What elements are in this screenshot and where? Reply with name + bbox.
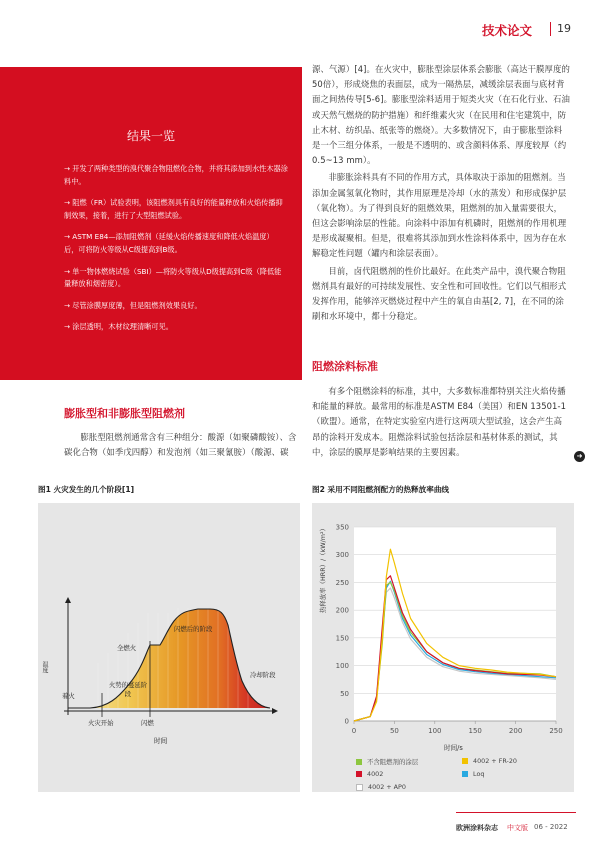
legend-label: 4002 + FR-20 <box>473 757 517 765</box>
continue-arrow-icon: ➜ <box>574 451 585 462</box>
legend-label: 4002 + AP0 <box>368 783 406 791</box>
left-body-text <box>64 430 302 462</box>
x-tick-label: 150 <box>468 727 482 735</box>
stage-label-cooling: 冷却阶段 <box>250 671 276 679</box>
figure2-caption: 图2 采用不同阻燃剂配方的热释放率曲线 <box>312 485 450 494</box>
chart-y-axis-label: 热释放率（HRR）/（kW/m²） <box>319 525 327 613</box>
legend-label: 不含阻燃剂的涂层 <box>367 758 419 766</box>
x-axis-label: 时间 <box>154 737 168 745</box>
paragraph: 非膨胀涂料具有不同的作用方式，具体取决于添加的阻燃剂。当添加金属氢氧化物时，其作用原理是冷却（水的蒸发）和形成保护层（氧化物）。为了得到良好的阻燃效果，阻燃剂的加入量需要很大，但这会影响涂层的性能。向涂料中添加有机磷时，阻燃剂的作用机理是形成凝聚相。但是，很难将其添加到水性涂料体系中，因为存在水解稳定性问题（罐内和涂层表面）。 <box>312 172 567 259</box>
footer <box>0 812 600 849</box>
y-axis-label: 温度 <box>41 661 48 673</box>
legend-item <box>356 770 383 778</box>
y-tick-label: 0 <box>344 717 349 726</box>
legend-swatch <box>356 771 362 777</box>
summary-bullet: → 尽管涂膜厚度薄，但是阻燃剂效果良好。 <box>64 300 202 310</box>
y-tick-label: 250 <box>335 578 349 587</box>
summary-bullet: → 阻燃（FR）试验表明，该阻燃剂具有良好的能量释放和火焰传播抑制效果，接着，进行了大型阻燃试验。 <box>64 198 283 220</box>
summary-title: 结果一览 <box>126 129 175 143</box>
fire-curve-area <box>68 609 270 708</box>
footer-issue: 06 - 2022 <box>534 823 568 831</box>
paragraph: 目前，卤代阻燃剂的性价比最好。在此类产品中，溴代聚合物阻燃剂具有最好的可持续发展性、安全性和可回收性。它们以气相形式发挥作用，能够淬灭燃烧过程中产生的氧自由基[2, 7]，在不同的涂刷和水环境中，都十分稳定。 <box>312 265 567 322</box>
legend-item <box>462 770 484 778</box>
marker-label-fire-start: 火灾开始 <box>88 719 114 727</box>
right-body-text <box>312 62 570 326</box>
figure2-panel <box>312 503 574 792</box>
section-heading-standards: 阻燃涂料标准 <box>312 360 378 373</box>
figure1-panel <box>38 503 300 792</box>
summary-list <box>64 163 288 343</box>
y-tick-label: 200 <box>335 606 349 615</box>
x-tick-label: 0 <box>351 727 357 735</box>
footer-magazine: 欧洲涂料杂志 <box>456 824 498 832</box>
x-tick-label: 250 <box>549 727 563 735</box>
summary-bullet: → 单一物体燃烧试验（SBI）—将防火等级从D级提高到C级（降低能量释放和烟密度）。 <box>64 266 282 289</box>
summary-bullet: → 开发了两种类型的溴代聚合物阻燃化合物，并将其添加到水性木器涂料中。 <box>64 164 288 186</box>
section-heading-intumescent: 膨胀型和非膨胀型阻燃剂 <box>64 407 185 420</box>
section-title: 技术论文 <box>482 23 533 38</box>
legend-swatch <box>462 771 468 777</box>
page-number: 19 <box>557 22 571 35</box>
legend-label: Loq <box>473 770 485 778</box>
x-axis-arrow-icon <box>272 708 278 714</box>
hrr-chart <box>312 503 574 743</box>
summary-box <box>0 67 302 380</box>
header-divider <box>550 22 551 36</box>
legend-swatch <box>356 759 362 765</box>
stage-label-spread: 火势的蔓延阶段 <box>108 681 148 698</box>
figure1-caption: 图1 火灾发生的几个阶段[1] <box>38 485 135 494</box>
marker-label-flashover: 闪燃 <box>141 719 154 727</box>
y-tick-label: 300 <box>335 551 349 560</box>
header <box>0 0 600 60</box>
x-tick-label: 200 <box>508 727 523 735</box>
right-body-text-2 <box>312 384 570 462</box>
y-axis-arrow-icon <box>65 597 71 603</box>
summary-bullet: → 涂层透明，木材纹理清晰可见。 <box>64 322 173 332</box>
chart-x-axis-label: 时间/s <box>444 744 463 752</box>
legend-label: 4002 <box>367 770 384 778</box>
legend-swatch <box>356 784 363 791</box>
legend-swatch <box>462 758 468 764</box>
paragraph: 有多个阻燃涂料的标准，其中，大多数标准都特别关注火焰传播和能量的释放。最常用的标准是ASTM E84（美国）和EN 13501-1（欧盟）。通常，在特定实验室内进行这两项大型试验，这会产生高昂的涂料开发成本。阻燃涂料试验包括涂层和基材体系的测试，其中，涂层的膜厚是影响结果的主要因素。 <box>312 386 567 457</box>
legend-item <box>462 757 517 765</box>
stage-label-ignition: 着火 <box>62 692 75 700</box>
stage-label-full-fire: 全燃火 <box>117 644 137 652</box>
y-tick-label: 50 <box>340 689 349 698</box>
y-tick-label: 100 <box>335 662 349 671</box>
footer-edition: 中文版 <box>507 824 528 832</box>
legend-item <box>356 783 406 791</box>
footer-rule <box>456 812 576 813</box>
summary-bullet: → ASTM E84—添加阻燃剂（延缓火焰传播速度和降低火焰温度）后，可将防火等级从C级提高到B级。 <box>64 232 274 254</box>
legend-item <box>356 757 418 766</box>
paragraph: 源、气源）[4]。在火灾中，膨胀型涂层体系会膨胀（高达干膜厚度的50倍），形成烧焦的表面层，成为一隔热层，减缓涂层表面与底材背面之间热传导[5-6]。膨胀型涂料适用于短类火灾（在石化行业、石油或天然气燃烧的防护措施）和纤维素火灾（在民用和住宅建筑中，防止木材、纺织品、纸张等的燃烧）。大多数情况下，由于膨胀型涂料是一个三组分体系，一般是不透明的、或含颜料体系、厚度较厚（约0.5~13 mm）。 <box>312 64 571 166</box>
fire-stages-diagram <box>38 503 300 792</box>
x-tick-label: 100 <box>428 727 442 735</box>
y-tick-label: 350 <box>335 523 349 532</box>
paragraph: 膨胀型阻燃剂通常含有三种组分：酸源（如聚磷酸铵）、含碳化合物（如季戊四醇）和发泡剂（如三聚氰胺）（酸源、碳 <box>64 432 297 458</box>
x-tick-label: 50 <box>389 727 399 735</box>
stage-label-post-flashover: 闪燃后的阶段 <box>174 625 213 633</box>
plot-area <box>354 527 556 721</box>
y-tick-label: 150 <box>335 634 349 643</box>
